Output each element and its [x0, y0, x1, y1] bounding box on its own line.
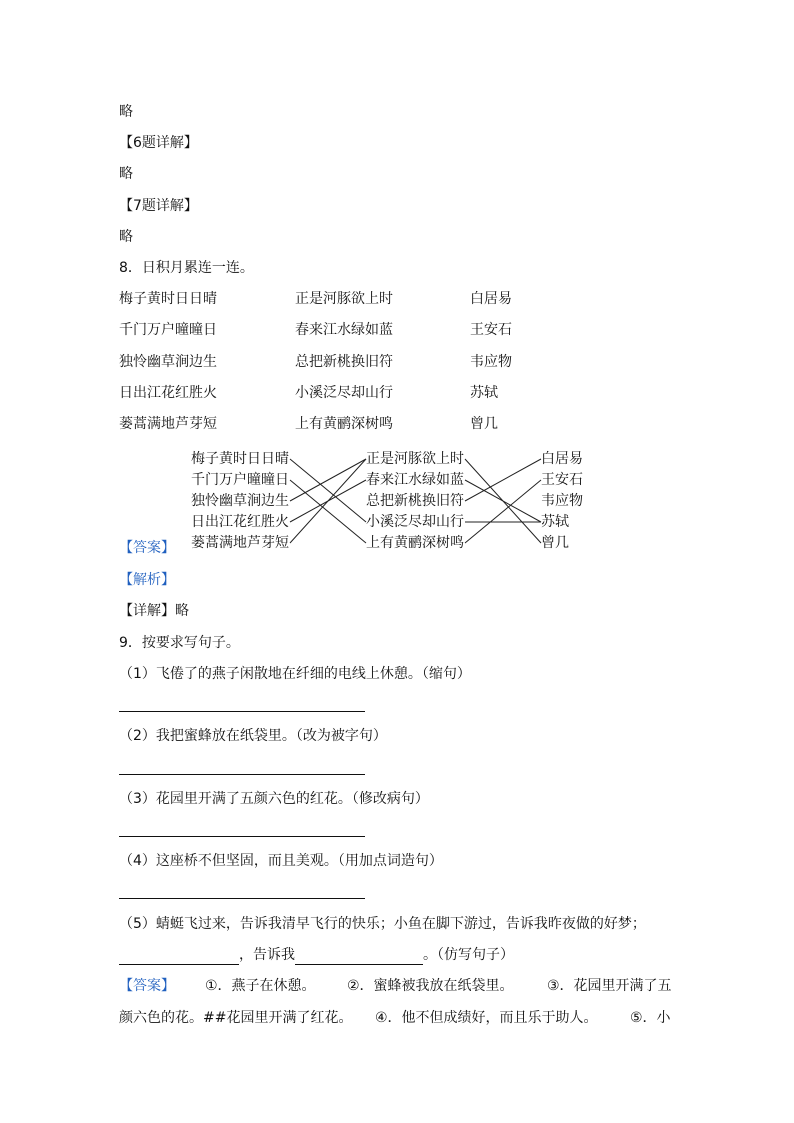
- q9-answer-1: ①．燕子在休憩。: [205, 978, 316, 994]
- q8-col2-item: 总把新桃换旧符: [295, 354, 393, 370]
- q8-col1-item: 独怜幽草涧边生: [119, 354, 217, 370]
- q9-sub5-end: 。（仿写句子）: [423, 947, 514, 963]
- q9-answer-line1: [119, 976, 672, 996]
- connector-line: [465, 480, 541, 522]
- q8-col1-item: 千门万户曈曈日: [119, 322, 217, 338]
- q8-col3-item: 曾几: [470, 416, 498, 432]
- q8-col1-item: 日出江花红胜火: [119, 385, 217, 401]
- q9-sub1: （1）飞倦了的燕子闲散地在纤细的电线上休憩。（缩句）: [119, 666, 471, 682]
- q8-col3-item: 白居易: [470, 291, 512, 307]
- text-line: 略: [119, 166, 133, 182]
- text-line: 略: [119, 229, 133, 245]
- q9-sub5: （5）蜻蜓飞过来，告诉我清早飞行的快乐；小鱼在脚下游过，告诉我昨夜做的好梦；: [119, 916, 646, 932]
- answer-blank-line[interactable]: [119, 898, 365, 899]
- q6-detail-heading: 【6题详解】: [119, 135, 198, 151]
- q8-col2-item: 小溪泛尽却山行: [295, 385, 393, 401]
- diagram-col3-item: 王安石: [541, 472, 583, 488]
- q9-sub3: （3）花园里开满了五颜六色的红花。（修改病句）: [119, 791, 429, 807]
- answer-blank-line[interactable]: [119, 836, 365, 837]
- q9-sub5-mid: ，告诉我: [239, 947, 295, 963]
- diagram-col2-item: 上有黄鹂深树鸣: [366, 535, 464, 551]
- text-line: 略: [119, 104, 133, 120]
- diagram-col1-item: 梅子黄时日日晴: [191, 451, 289, 467]
- connector-line: [465, 480, 541, 543]
- q9-answer-4: ④．他不但成绩好，而且乐于助人。: [375, 1010, 598, 1026]
- diagram-col3-item: 苏轼: [541, 514, 569, 530]
- q8-col2-item: 春来江水绿如蓝: [295, 322, 393, 338]
- diagram-col2-item: 总把新桃换旧符: [366, 493, 464, 509]
- q8-detail: 【详解】略: [119, 603, 189, 619]
- connector-line: [465, 459, 541, 501]
- q8-col3-item: 苏轼: [470, 385, 498, 401]
- q8-col2-item: 上有黄鹂深树鸣: [295, 416, 393, 432]
- fill-blank[interactable]: [295, 948, 423, 965]
- q9-answer-line2: [119, 1008, 671, 1028]
- q9-stem: 9．按要求写句子。: [119, 635, 240, 651]
- diagram-col3-item: 韦应物: [541, 493, 583, 509]
- diagram-col1-item: 千门万户曈曈日: [191, 472, 289, 488]
- diagram-col2-item: 正是河豚欲上时: [366, 451, 464, 467]
- q8-col1-item: 梅子黄时日日晴: [119, 291, 217, 307]
- q9-sub4: （4）这座桥不但坚固，而且美观。（用加点词造句）: [119, 853, 443, 869]
- q9-sub5-imitation: [119, 945, 514, 965]
- answer-blank-line[interactable]: [119, 711, 365, 712]
- q8-analysis-label: 【解析】: [119, 572, 175, 588]
- connector-line: [290, 459, 366, 522]
- connector-line: [290, 480, 366, 543]
- diagram-col1-item: 日出江花红胜火: [191, 514, 289, 530]
- connector-line: [290, 459, 366, 501]
- diagram-col2-item: 小溪泛尽却山行: [366, 514, 464, 530]
- q9-answer-5: ⑤．小: [630, 1010, 671, 1026]
- fill-blank[interactable]: [119, 948, 239, 965]
- q8-answer-label: 【答案】: [119, 540, 175, 556]
- q8-col3-item: 韦应物: [470, 354, 512, 370]
- diagram-col3-item: 曾几: [541, 535, 569, 551]
- q7-detail-heading: 【7题详解】: [119, 198, 198, 214]
- q8-col1-item: 蒌蒿满地芦芽短: [119, 416, 217, 432]
- q8-col2-item: 正是河豚欲上时: [295, 291, 393, 307]
- diagram-col1-item: 独怜幽草涧边生: [191, 493, 289, 509]
- q9-answer-3: ③．花园里开满了五: [547, 978, 672, 994]
- connector-line: [290, 459, 366, 543]
- q8-col3-item: 王安石: [470, 322, 512, 338]
- diagram-col3-item: 白居易: [541, 451, 583, 467]
- q9-answer-label: 【答案】: [119, 978, 175, 994]
- q9-answer-3-cont: 颜六色的花。##花园里开满了红花。: [119, 1010, 353, 1026]
- q9-answer-2: ②．蜜蜂被我放在纸袋里。: [347, 978, 514, 994]
- answer-blank-line[interactable]: [119, 774, 365, 775]
- q8-stem: 8．日积月累连一连。: [119, 260, 254, 276]
- diagram-col1-item: 蒌蒿满地芦芽短: [191, 535, 289, 551]
- diagram-col2-item: 春来江水绿如蓝: [366, 472, 464, 488]
- q9-sub2: （2）我把蜜蜂放在纸袋里。（改为被字句）: [119, 728, 387, 744]
